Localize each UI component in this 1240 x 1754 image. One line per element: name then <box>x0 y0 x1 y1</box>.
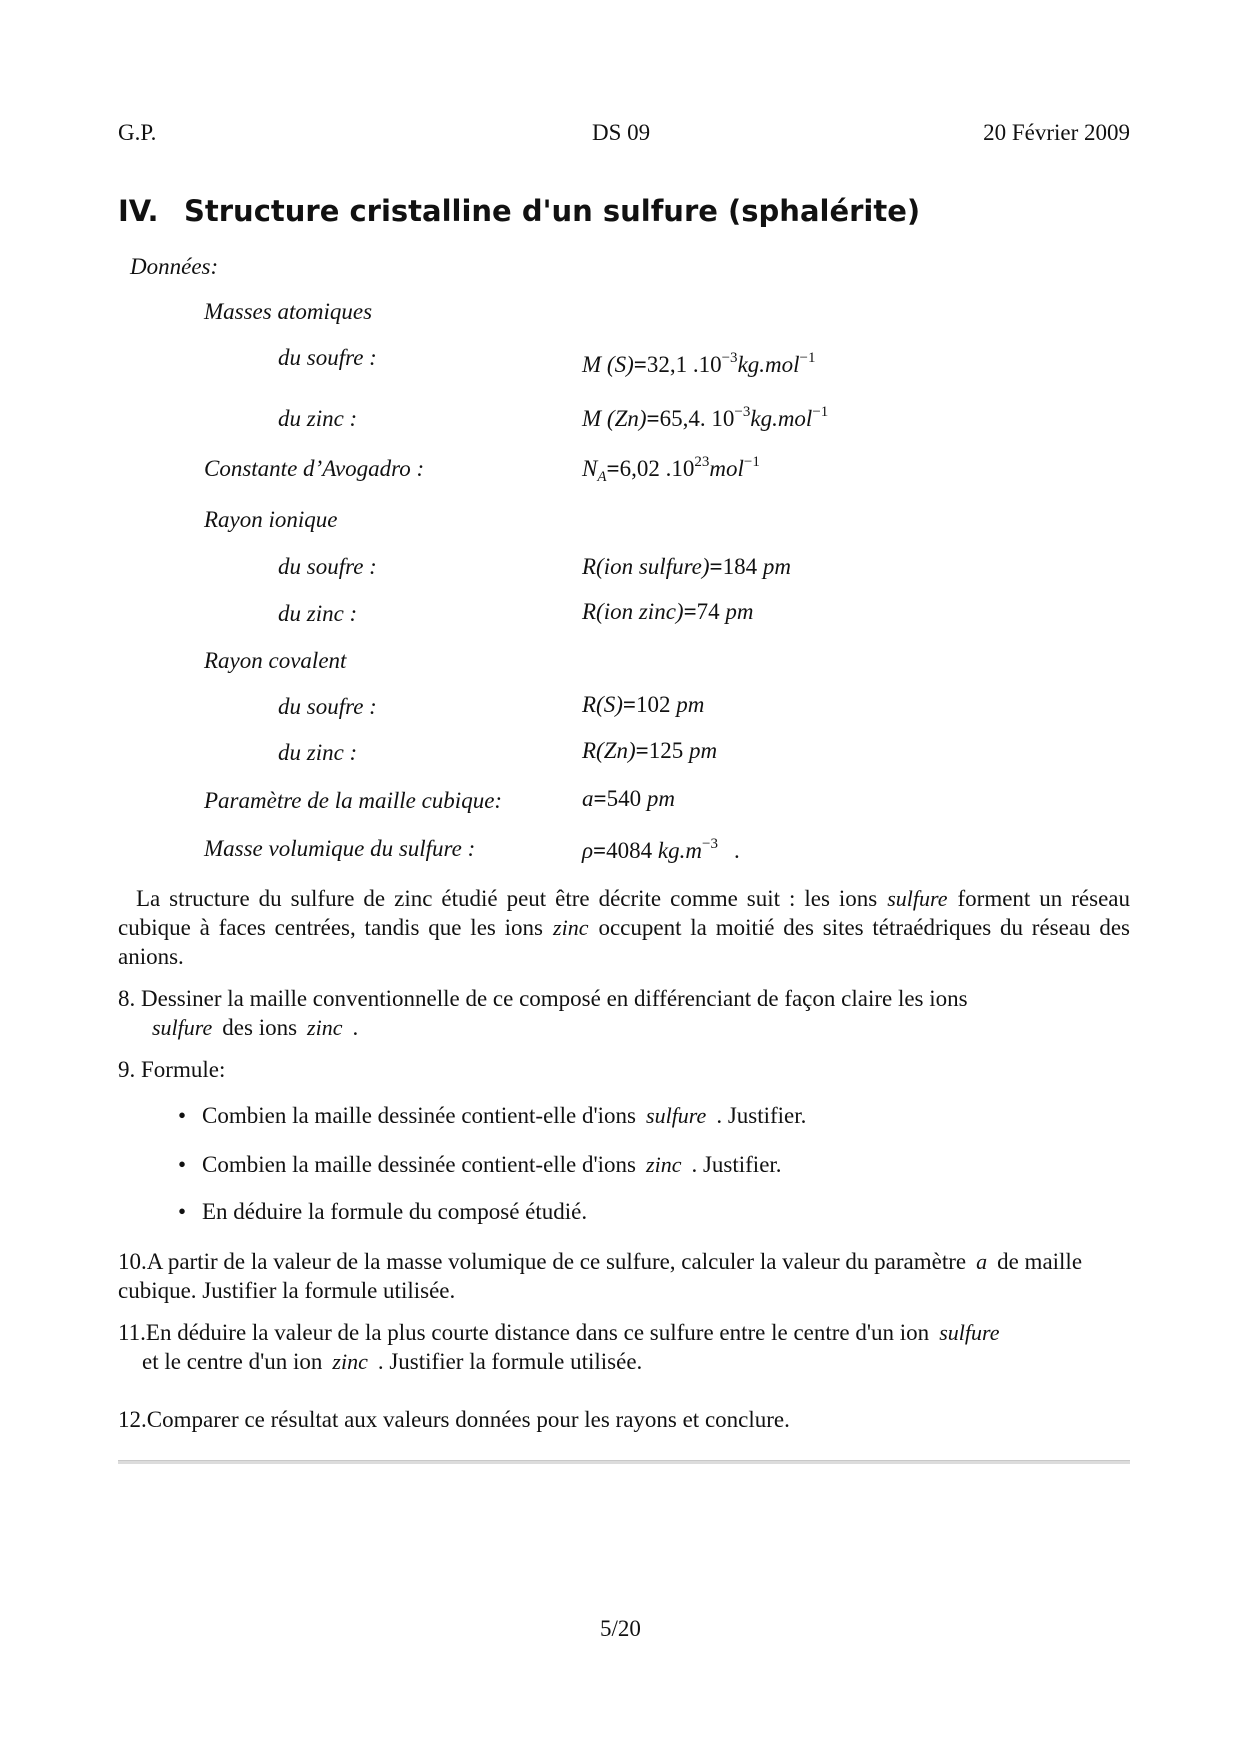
rayon-covalent-zinc-label: du zinc : <box>278 740 358 765</box>
avogadro-label: Constante d’Avogadro : <box>204 456 425 481</box>
parametre-value: a=540 pm <box>582 786 675 811</box>
page-number: 5/20 <box>600 1616 641 1641</box>
masse-soufre-label: du soufre : <box>278 345 377 370</box>
rayon-covalent-soufre-label: du soufre : <box>278 694 377 719</box>
question-11: 11.En déduire la valeur de la plus courte distance dans ce sulfure entre le centre d'un ion sulfure et le centre d'un ion zinc . Justifier la formule utilisée. <box>118 1320 1000 1374</box>
rayon-covalent-label: Rayon covalent <box>204 648 347 673</box>
page-header <box>118 120 1130 150</box>
section-number: IV. <box>118 194 159 228</box>
masse-zinc-label: du zinc : <box>278 406 358 431</box>
question-number: 12. <box>118 1407 147 1432</box>
question-12: 12.Comparer ce résultat aux valeurs données pour les rayons et conclure. <box>118 1407 790 1432</box>
masses-atomiques-label: Masses atomiques <box>204 299 373 324</box>
header-author: G.P. <box>118 120 157 145</box>
question-8: 8. Dessiner la maille conventionnelle de ce composé en différenciant de façon claire les ions sulfure des ions zinc . <box>118 986 968 1040</box>
header-date: 20 Février 2009 <box>983 120 1130 145</box>
question-9-bullet-2: • Combien la maille dessinée contient-elle d'ions zinc . Justifier. <box>178 1152 782 1177</box>
question-9-bullet-3: • En déduire la formule du composé étudié. <box>178 1199 588 1224</box>
intro-paragraph: La structure du sulfure de zinc étudié peut être décrite comme suit : les ions sulfure forment un réseau cubique à faces centrées, tandis que les ions zinc occupent la moitié des sites tétraédriques du réseau des anions. <box>118 886 1131 969</box>
avogadro-value: $N_A=6,02$ $.10^{23}mol^{-1}$ <box>582 454 760 485</box>
parametre-label: Paramètre de la maille cubique: <box>204 788 503 813</box>
section-divider <box>118 1460 1130 1464</box>
question-number: 11. <box>118 1320 146 1345</box>
section-title <box>118 194 920 228</box>
masse-volumique-label: Masse volumique du sulfure : <box>204 836 476 861</box>
rayon-ionique-soufre-value: R(ion sulfure)=184 pm <box>582 554 792 579</box>
question-10: 10.A partir de la valeur de la masse volumique de ce sulfure, calculer la valeur du paramètre a de maille cubique. Justifier la formule utilisée. <box>118 1249 1083 1303</box>
masse-volumique-value: ρ=4084 $kg.m^{-3}$ . <box>582 836 740 863</box>
question-number: 9. <box>118 1057 136 1082</box>
donnees-label: Données: <box>130 254 219 279</box>
question-number: 10. <box>118 1249 147 1274</box>
section-title-text: Structure cristalline d'un sulfure (sphalérite) <box>184 194 921 228</box>
question-9: 9. Formule: <box>118 1057 226 1082</box>
masse-soufre-value: M (S)=32,1 $.10^{-3}kg.mol^{-1}$ <box>582 350 816 377</box>
rayon-covalent-zinc-value: R(Zn)=125 pm <box>582 738 718 763</box>
question-number: 8. <box>118 986 136 1011</box>
rayon-ionique-zinc-label: du zinc : <box>278 601 358 626</box>
masse-zinc-value: M (Zn)=65,4. $10^{-3}kg.mol^{-1}$ <box>582 404 829 431</box>
rayon-covalent-soufre-value: R(S)=102 pm <box>582 692 705 717</box>
question-9-bullet-1: • Combien la maille dessinée contient-elle d'ions sulfure . Justifier. <box>178 1103 807 1128</box>
rayon-ionique-label: Rayon ionique <box>204 507 338 532</box>
rayon-ionique-soufre-label: du soufre : <box>278 554 377 579</box>
rayon-ionique-zinc-value: R(ion zinc)=74 pm <box>582 599 754 624</box>
header-exam-id: DS 09 <box>592 120 651 145</box>
